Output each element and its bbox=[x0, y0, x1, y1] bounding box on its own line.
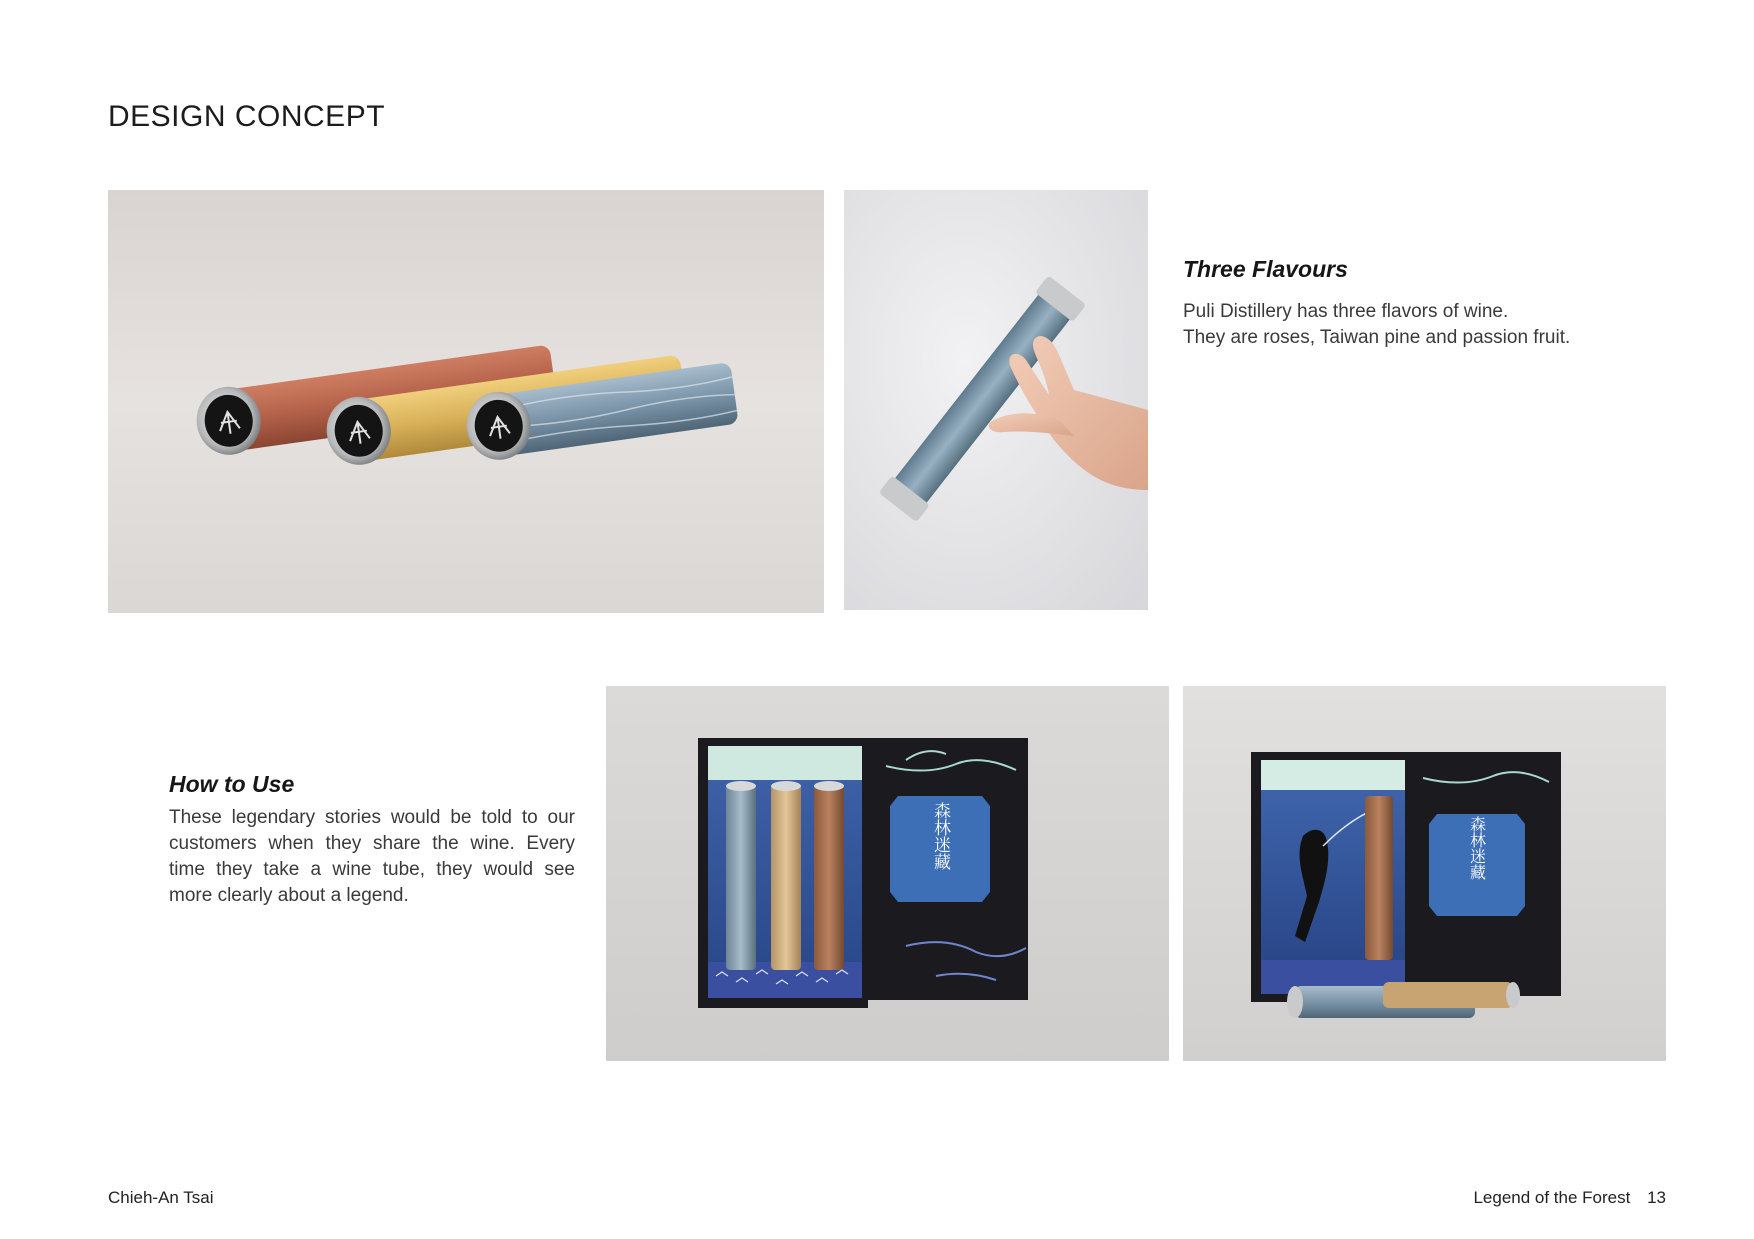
flavours-line: Puli Distillery has three flavors of wine. bbox=[1183, 301, 1509, 322]
footer-author: Chieh-An Tsai bbox=[108, 1188, 214, 1207]
page-number: 13 bbox=[1647, 1188, 1666, 1207]
flavours-text bbox=[1183, 299, 1653, 351]
flavours-heading: Three Flavours bbox=[1183, 256, 1348, 282]
tubes-photo bbox=[108, 190, 824, 613]
usage-heading: How to Use bbox=[169, 771, 295, 797]
footer-right bbox=[1473, 1188, 1666, 1208]
gift-box-open-photo bbox=[1183, 686, 1666, 1061]
box-label: 森林迷藏 bbox=[1467, 816, 1487, 880]
box-label: 森林迷藏 bbox=[930, 802, 950, 870]
page-title: DESIGN CONCEPT bbox=[108, 100, 386, 133]
footer-project-title: Legend of the Forest bbox=[1473, 1188, 1631, 1207]
hand-photo bbox=[844, 190, 1148, 610]
usage-text: These legendary stories would be told to our customers when they share the wine. Every time they take a wine tube, they would see more clearly about a legend. bbox=[169, 807, 575, 906]
gift-box-photo bbox=[606, 686, 1169, 1061]
flavours-line: They are roses, Taiwan pine and passion fruit. bbox=[1183, 327, 1571, 348]
